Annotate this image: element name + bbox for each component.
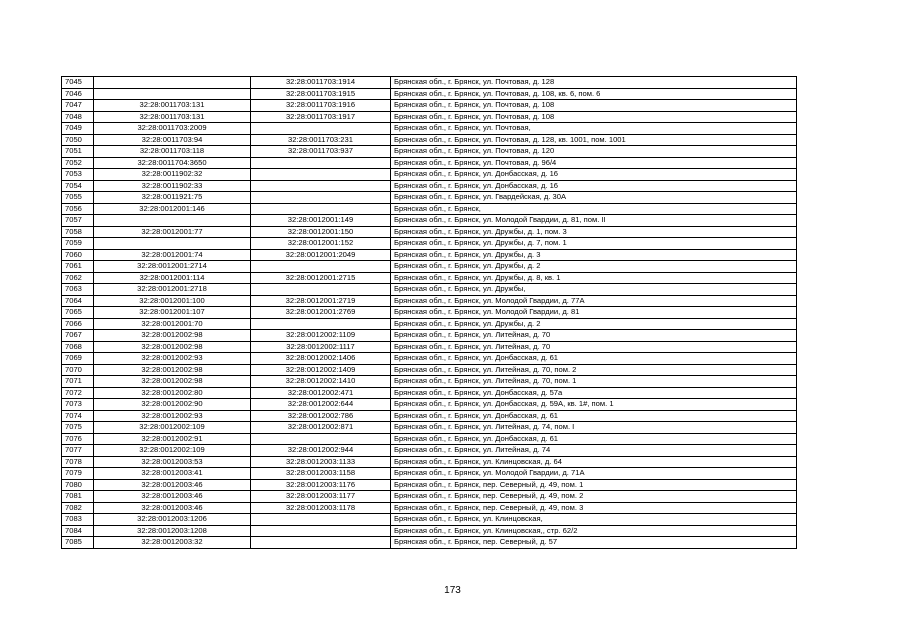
land-cadastral-number-cell: 32:28:0012002:91 — [94, 433, 251, 445]
table-row — [62, 341, 797, 353]
building-cadastral-number-cell: 32:28:0011703:1916 — [251, 100, 391, 112]
land-cadastral-number-cell: 32:28:0012002:93 — [94, 410, 251, 422]
land-cadastral-number-cell: 32:28:0012001:146 — [94, 203, 251, 215]
land-cadastral-number-cell: 32:28:0012001:74 — [94, 249, 251, 261]
address-cell: Брянская обл., г. Брянск, пер. Северный, д. 49, пом. 2 — [391, 491, 797, 503]
table-row — [62, 215, 797, 227]
building-cadastral-number-cell: 32:28:0011703:1915 — [251, 88, 391, 100]
land-cadastral-number-cell: 32:28:0012001:2718 — [94, 284, 251, 296]
building-cadastral-number-cell: 32:28:0012003:1133 — [251, 456, 391, 468]
table-row — [62, 422, 797, 434]
address-cell: Брянская обл., г. Брянск, пер. Северный, д. 49, пом. 3 — [391, 502, 797, 514]
land-cadastral-number-cell: 32:28:0012002:109 — [94, 422, 251, 434]
row-number-cell: 7053 — [62, 169, 94, 181]
land-cadastral-number-cell — [94, 88, 251, 100]
building-cadastral-number-cell — [251, 433, 391, 445]
address-cell: Брянская обл., г. Брянск, ул. Молодой Гвардии, д. 81 — [391, 307, 797, 319]
address-cell: Брянская обл., г. Брянск, ул. Литейная, д. 70, пом. 1 — [391, 376, 797, 388]
table-row — [62, 330, 797, 342]
address-cell: Брянская обл., г. Брянск, — [391, 203, 797, 215]
land-cadastral-number-cell: 32:28:0012003:1206 — [94, 514, 251, 526]
row-number-cell: 7061 — [62, 261, 94, 273]
row-number-cell: 7047 — [62, 100, 94, 112]
land-cadastral-number-cell: 32:28:0012003:32 — [94, 537, 251, 549]
address-cell: Брянская обл., г. Брянск, ул. Донбасская, д. 61 — [391, 353, 797, 365]
address-cell: Брянская обл., г. Брянск, ул. Молодой Гвардии, д. 71А — [391, 468, 797, 480]
row-number-cell: 7064 — [62, 295, 94, 307]
land-cadastral-number-cell: 32:28:0012003:46 — [94, 491, 251, 503]
row-number-cell: 7051 — [62, 146, 94, 158]
land-cadastral-number-cell: 32:28:0012002:98 — [94, 341, 251, 353]
building-cadastral-number-cell: 32:28:0012001:150 — [251, 226, 391, 238]
row-number-cell: 7052 — [62, 157, 94, 169]
land-cadastral-number-cell: 32:28:0012003:53 — [94, 456, 251, 468]
building-cadastral-number-cell: 32:28:0012001:152 — [251, 238, 391, 250]
row-number-cell: 7045 — [62, 77, 94, 89]
table-row — [62, 537, 797, 549]
land-cadastral-number-cell: 32:28:0012001:114 — [94, 272, 251, 284]
row-number-cell: 7079 — [62, 468, 94, 480]
building-cadastral-number-cell: 32:28:0012002:1109 — [251, 330, 391, 342]
registry-table — [61, 76, 797, 549]
building-cadastral-number-cell — [251, 169, 391, 181]
land-cadastral-number-cell: 32:28:0011703:131 — [94, 111, 251, 123]
building-cadastral-number-cell — [251, 123, 391, 135]
building-cadastral-number-cell — [251, 192, 391, 204]
row-number-cell: 7069 — [62, 353, 94, 365]
address-cell: Брянская обл., г. Брянск, ул. Донбасская, д. 57а — [391, 387, 797, 399]
building-cadastral-number-cell: 32:28:0011703:1914 — [251, 77, 391, 89]
land-cadastral-number-cell: 32:28:0011902:32 — [94, 169, 251, 181]
land-cadastral-number-cell: 32:28:0011703:94 — [94, 134, 251, 146]
building-cadastral-number-cell: 32:28:0012002:471 — [251, 387, 391, 399]
table-row — [62, 88, 797, 100]
table-row — [62, 525, 797, 537]
building-cadastral-number-cell: 32:28:0012002:786 — [251, 410, 391, 422]
row-number-cell: 7073 — [62, 399, 94, 411]
row-number-cell: 7049 — [62, 123, 94, 135]
address-cell: Брянская обл., г. Брянск, ул. Дружбы, д. 1, пом. 3 — [391, 226, 797, 238]
address-cell: Брянская обл., г. Брянск, ул. Клинцовская, д. 64 — [391, 456, 797, 468]
row-number-cell: 7078 — [62, 456, 94, 468]
building-cadastral-number-cell — [251, 261, 391, 273]
building-cadastral-number-cell: 32:28:0012003:1176 — [251, 479, 391, 491]
address-cell: Брянская обл., г. Брянск, ул. Донбасская, д. 16 — [391, 180, 797, 192]
table-row — [62, 353, 797, 365]
address-cell: Брянская обл., г. Брянск, ул. Почтовая, д. 108, кв. 6, пом. 6 — [391, 88, 797, 100]
land-cadastral-number-cell: 32:28:0012002:90 — [94, 399, 251, 411]
row-number-cell: 7076 — [62, 433, 94, 445]
address-cell: Брянская обл., г. Брянск, ул. Донбасская, д. 16 — [391, 169, 797, 181]
land-cadastral-number-cell: 32:28:0011703:131 — [94, 100, 251, 112]
row-number-cell: 7046 — [62, 88, 94, 100]
row-number-cell: 7071 — [62, 376, 94, 388]
building-cadastral-number-cell: 32:28:0011703:231 — [251, 134, 391, 146]
row-number-cell: 7063 — [62, 284, 94, 296]
building-cadastral-number-cell — [251, 525, 391, 537]
address-cell: Брянская обл., г. Брянск, ул. Почтовая, д. 120 — [391, 146, 797, 158]
building-cadastral-number-cell: 32:28:0012002:944 — [251, 445, 391, 457]
land-cadastral-number-cell: 32:28:0011703:118 — [94, 146, 251, 158]
land-cadastral-number-cell: 32:28:0012002:98 — [94, 330, 251, 342]
building-cadastral-number-cell — [251, 318, 391, 330]
address-cell: Брянская обл., г. Брянск, ул. Дружбы, д. 3 — [391, 249, 797, 261]
building-cadastral-number-cell — [251, 514, 391, 526]
row-number-cell: 7077 — [62, 445, 94, 457]
building-cadastral-number-cell: 32:28:0012002:871 — [251, 422, 391, 434]
address-cell: Брянская обл., г. Брянск, ул. Дружбы, — [391, 284, 797, 296]
address-cell: Брянская обл., г. Брянск, ул. Литейная, д. 70, пом. 2 — [391, 364, 797, 376]
table-row — [62, 226, 797, 238]
row-number-cell: 7081 — [62, 491, 94, 503]
address-cell: Брянская обл., г. Брянск, ул. Почтовая, д. 108 — [391, 111, 797, 123]
address-cell: Брянская обл., г. Брянск, ул. Донбасская, д. 61 — [391, 410, 797, 422]
row-number-cell: 7072 — [62, 387, 94, 399]
address-cell: Брянская обл., г. Брянск, ул. Литейная, д. 70 — [391, 330, 797, 342]
building-cadastral-number-cell — [251, 284, 391, 296]
land-cadastral-number-cell: 32:28:0012003:41 — [94, 468, 251, 480]
address-cell: Брянская обл., г. Брянск, пер. Северный, д. 49, пом. 1 — [391, 479, 797, 491]
building-cadastral-number-cell: 32:28:0012001:2719 — [251, 295, 391, 307]
row-number-cell: 7059 — [62, 238, 94, 250]
row-number-cell: 7080 — [62, 479, 94, 491]
registry-table-body — [62, 77, 797, 549]
table-row — [62, 364, 797, 376]
building-cadastral-number-cell: 32:28:0012002:1409 — [251, 364, 391, 376]
table-row — [62, 180, 797, 192]
land-cadastral-number-cell: 32:28:0012003:46 — [94, 502, 251, 514]
address-cell: Брянская обл., г. Брянск, ул. Литейная, д. 74 — [391, 445, 797, 457]
land-cadastral-number-cell: 32:28:0012001:77 — [94, 226, 251, 238]
table-row — [62, 192, 797, 204]
address-cell: Брянская обл., г. Брянск, ул. Литейная, д. 70 — [391, 341, 797, 353]
table-row — [62, 272, 797, 284]
table-row — [62, 295, 797, 307]
table-row — [62, 100, 797, 112]
address-cell: Брянская обл., г. Брянск, ул. Донбасская, д. 59А, кв. 1#, пом. 1 — [391, 399, 797, 411]
land-cadastral-number-cell: 32:28:0012002:98 — [94, 364, 251, 376]
table-row — [62, 307, 797, 319]
address-cell: Брянская обл., г. Брянск, ул. Молодой Гвардии, д. 81, пом. II — [391, 215, 797, 227]
building-cadastral-number-cell: 32:28:0012001:2715 — [251, 272, 391, 284]
document-sheet — [61, 76, 796, 549]
row-number-cell: 7082 — [62, 502, 94, 514]
building-cadastral-number-cell: 32:28:0012002:1406 — [251, 353, 391, 365]
land-cadastral-number-cell — [94, 215, 251, 227]
address-cell: Брянская обл., г. Брянск, ул. Почтовая, д. 128 — [391, 77, 797, 89]
address-cell: Брянская обл., г. Брянск, ул. Донбасская, д. 61 — [391, 433, 797, 445]
table-row — [62, 479, 797, 491]
building-cadastral-number-cell — [251, 537, 391, 549]
table-row — [62, 376, 797, 388]
row-number-cell: 7060 — [62, 249, 94, 261]
table-row — [62, 284, 797, 296]
table-row — [62, 468, 797, 480]
address-cell: Брянская обл., г. Брянск, ул. Литейная, д. 74, пом. I — [391, 422, 797, 434]
table-row — [62, 433, 797, 445]
land-cadastral-number-cell: 32:28:0011704:3650 — [94, 157, 251, 169]
table-row — [62, 249, 797, 261]
building-cadastral-number-cell: 32:28:0012002:1410 — [251, 376, 391, 388]
building-cadastral-number-cell: 32:28:0012002:1117 — [251, 341, 391, 353]
land-cadastral-number-cell: 32:28:0012001:2714 — [94, 261, 251, 273]
building-cadastral-number-cell: 32:28:0012001:2049 — [251, 249, 391, 261]
building-cadastral-number-cell: 32:28:0012001:149 — [251, 215, 391, 227]
address-cell: Брянская обл., г. Брянск, ул. Клинцовская, — [391, 514, 797, 526]
land-cadastral-number-cell: 32:28:0011703:2009 — [94, 123, 251, 135]
row-number-cell: 7068 — [62, 341, 94, 353]
address-cell: Брянская обл., г. Брянск, ул. Почтовая, — [391, 123, 797, 135]
building-cadastral-number-cell: 32:28:0011703:1917 — [251, 111, 391, 123]
building-cadastral-number-cell: 32:28:0012003:1177 — [251, 491, 391, 503]
table-row — [62, 123, 797, 135]
table-row — [62, 146, 797, 158]
table-row — [62, 134, 797, 146]
row-number-cell: 7057 — [62, 215, 94, 227]
building-cadastral-number-cell: 32:28:0012003:1158 — [251, 468, 391, 480]
land-cadastral-number-cell — [94, 77, 251, 89]
row-number-cell: 7085 — [62, 537, 94, 549]
table-row — [62, 456, 797, 468]
row-number-cell: 7056 — [62, 203, 94, 215]
land-cadastral-number-cell: 32:28:0012002:109 — [94, 445, 251, 457]
table-row — [62, 514, 797, 526]
row-number-cell: 7083 — [62, 514, 94, 526]
row-number-cell: 7055 — [62, 192, 94, 204]
table-row — [62, 445, 797, 457]
land-cadastral-number-cell: 32:28:0012001:70 — [94, 318, 251, 330]
land-cadastral-number-cell: 32:28:0011902:33 — [94, 180, 251, 192]
address-cell: Брянская обл., г. Брянск, ул. Гвардейская, д. 30А — [391, 192, 797, 204]
address-cell: Брянская обл., г. Брянск, ул. Дружбы, д. 2 — [391, 261, 797, 273]
table-row — [62, 77, 797, 89]
land-cadastral-number-cell: 32:28:0012002:93 — [94, 353, 251, 365]
address-cell: Брянская обл., г. Брянск, ул. Почтовая, д. 108 — [391, 100, 797, 112]
table-row — [62, 261, 797, 273]
address-cell: Брянская обл., г. Брянск, ул. Дружбы, д. 2 — [391, 318, 797, 330]
row-number-cell: 7084 — [62, 525, 94, 537]
land-cadastral-number-cell: 32:28:0012003:1208 — [94, 525, 251, 537]
table-row — [62, 169, 797, 181]
row-number-cell: 7050 — [62, 134, 94, 146]
address-cell: Брянская обл., г. Брянск, ул. Клинцовская,, стр. 62/2 — [391, 525, 797, 537]
row-number-cell: 7048 — [62, 111, 94, 123]
address-cell: Брянская обл., г. Брянск, ул. Дружбы, д. 7, пом. 1 — [391, 238, 797, 250]
land-cadastral-number-cell — [94, 238, 251, 250]
row-number-cell: 7070 — [62, 364, 94, 376]
row-number-cell: 7058 — [62, 226, 94, 238]
row-number-cell: 7062 — [62, 272, 94, 284]
building-cadastral-number-cell: 32:28:0012002:644 — [251, 399, 391, 411]
building-cadastral-number-cell: 32:28:0012001:2769 — [251, 307, 391, 319]
table-row — [62, 318, 797, 330]
table-row — [62, 502, 797, 514]
building-cadastral-number-cell: 32:28:0011703:937 — [251, 146, 391, 158]
table-row — [62, 111, 797, 123]
address-cell: Брянская обл., г. Брянск, ул. Почтовая, д. 128, кв. 1001, пом. 1001 — [391, 134, 797, 146]
land-cadastral-number-cell: 32:28:0012002:80 — [94, 387, 251, 399]
address-cell: Брянская обл., г. Брянск, ул. Молодой Гвардии, д. 77А — [391, 295, 797, 307]
land-cadastral-number-cell: 32:28:0012002:98 — [94, 376, 251, 388]
building-cadastral-number-cell — [251, 157, 391, 169]
building-cadastral-number-cell: 32:28:0012003:1178 — [251, 502, 391, 514]
table-row — [62, 238, 797, 250]
land-cadastral-number-cell: 32:28:0012003:46 — [94, 479, 251, 491]
table-row — [62, 203, 797, 215]
address-cell: Брянская обл., г. Брянск, ул. Почтовая, д. 96/4 — [391, 157, 797, 169]
row-number-cell: 7074 — [62, 410, 94, 422]
table-row — [62, 491, 797, 503]
land-cadastral-number-cell: 32:28:0012001:100 — [94, 295, 251, 307]
land-cadastral-number-cell: 32:28:0011921:75 — [94, 192, 251, 204]
row-number-cell: 7066 — [62, 318, 94, 330]
table-row — [62, 399, 797, 411]
row-number-cell: 7065 — [62, 307, 94, 319]
table-row — [62, 410, 797, 422]
table-row — [62, 157, 797, 169]
row-number-cell: 7075 — [62, 422, 94, 434]
land-cadastral-number-cell: 32:28:0012001:107 — [94, 307, 251, 319]
address-cell: Брянская обл., г. Брянск, пер. Северный, д. 57 — [391, 537, 797, 549]
row-number-cell: 7054 — [62, 180, 94, 192]
address-cell: Брянская обл., г. Брянск, ул. Дружбы, д. 8, кв. 1 — [391, 272, 797, 284]
page-number: 173 — [444, 585, 461, 596]
building-cadastral-number-cell — [251, 180, 391, 192]
table-row — [62, 387, 797, 399]
row-number-cell: 7067 — [62, 330, 94, 342]
building-cadastral-number-cell — [251, 203, 391, 215]
